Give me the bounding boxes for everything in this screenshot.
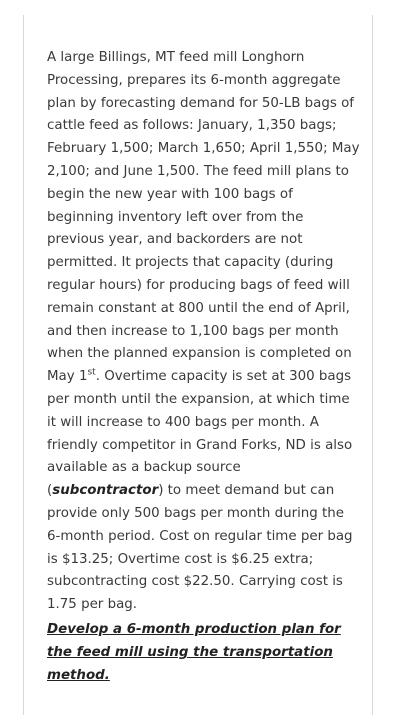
ordinal-superscript: st xyxy=(87,367,96,378)
problem-statement xyxy=(47,47,361,617)
problem-text-part1: A large Billings, MT feed mill Longhorn Processing, prepares its 6-month aggregate plan by forecasting demand for 50-LB bags of cattle feed as follows: January, 1,350 bags; February 1,500; March 1,650; April 1,550; May 2,100; and June 1,500. The feed mill plans to begin the new year with 100 bags of beginning inventory left over from the previous year, and backorders are not permitted. It projects that capacity (during regular hours) for producing bags of feed will remain constant at 800 until the end of April, and then increase to 1,100 bags per month when the planned expansion is completed on May 1 xyxy=(47,50,360,385)
problem-text-part2: . Overtime capacity is set at 300 bags per month until the expansion, at which time it will increase to 400 bags per month. A friendly competitor in Grand Forks, ND is also available as a backup source ( xyxy=(47,369,353,499)
task-instruction: Develop a 6-month production plan for the feed mill using the transportation method. xyxy=(47,622,341,683)
subcontractor-term: subcontractor xyxy=(52,483,159,499)
problem-text-part3: ) to meet demand but can provide only 500 bags per month during the 6-month period. Cost on regular time per bag is $13.25; Overtime cost is $6.25 extra; subcontracting cost $22.50. Carrying cost is 1.75 per bag. xyxy=(47,483,353,613)
